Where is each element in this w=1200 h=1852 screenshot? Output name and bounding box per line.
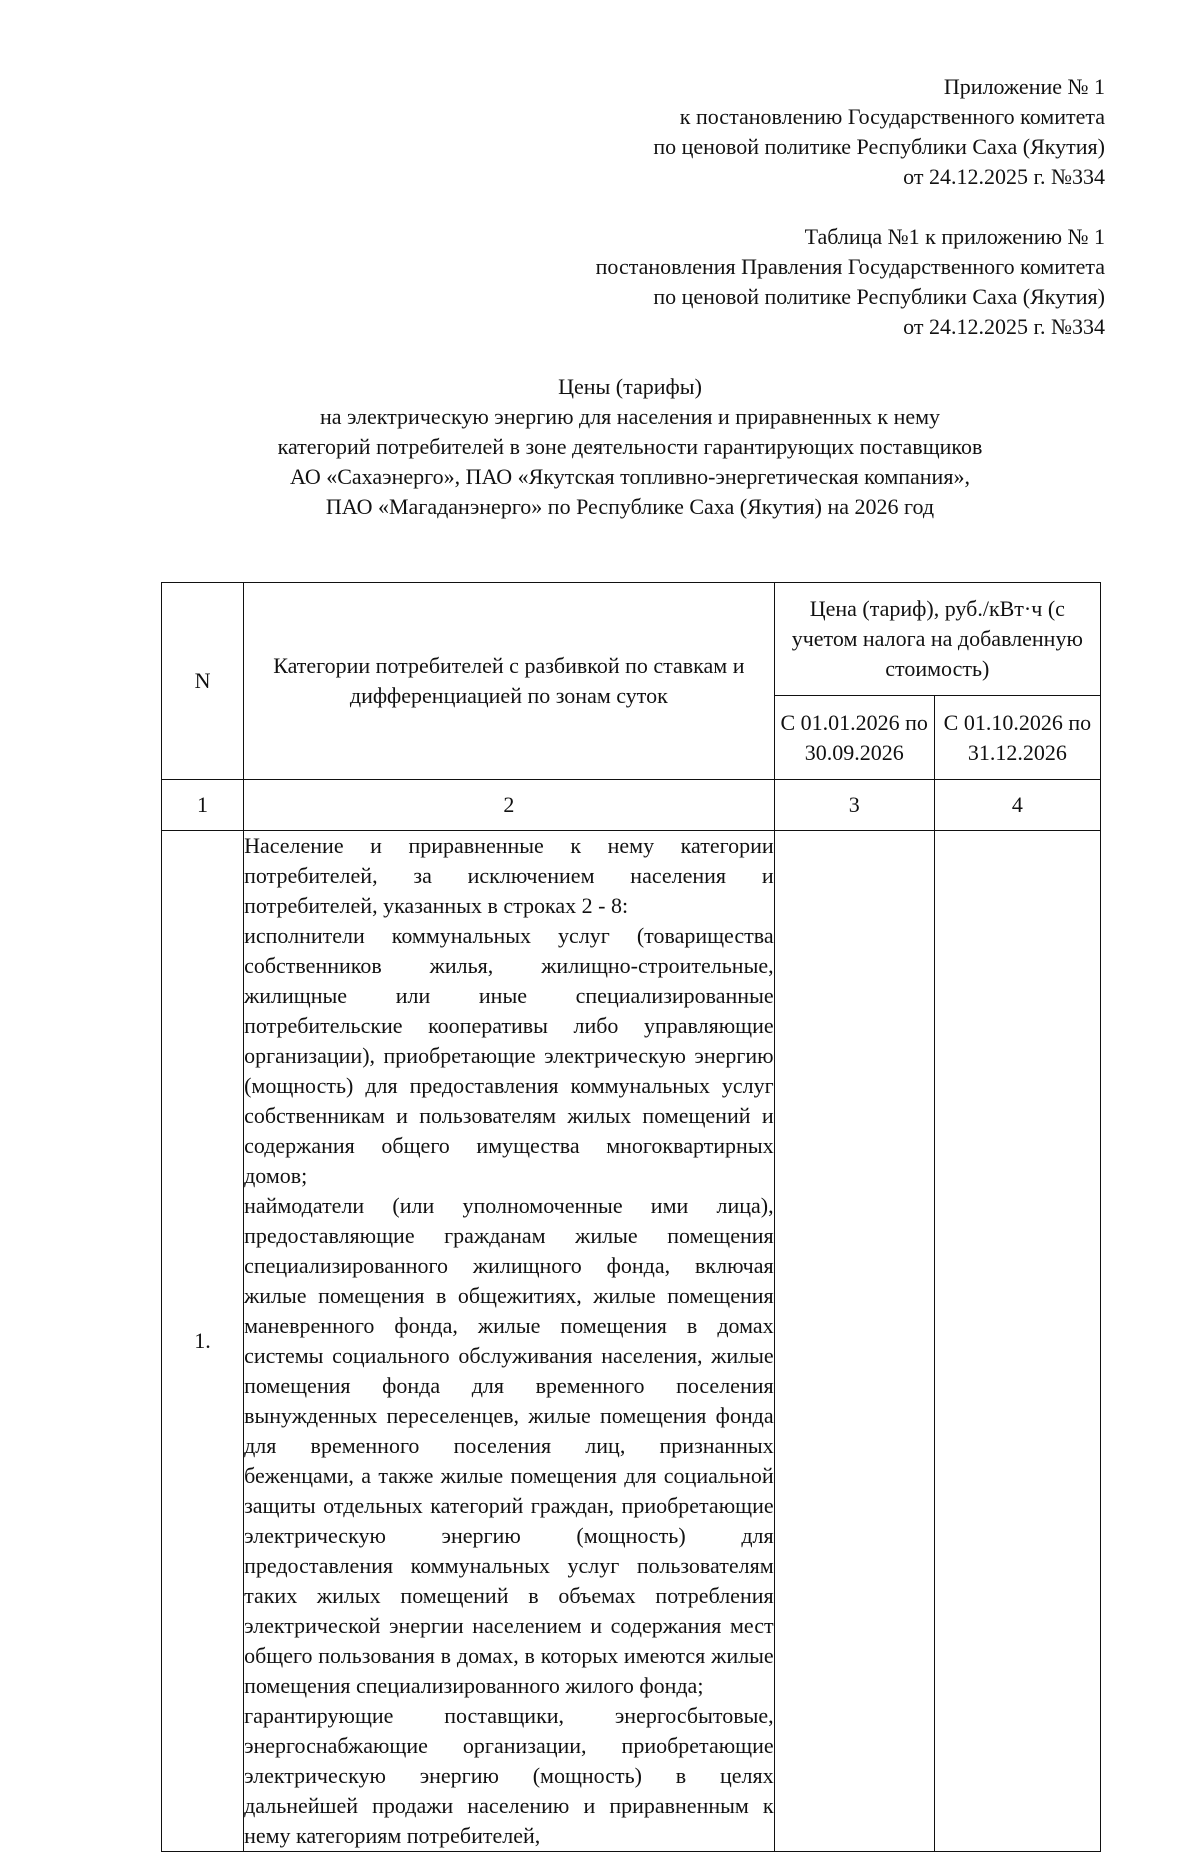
category-paragraph: наймодатели (или уполномоченные ими лица), предоставляющие гражданам жилые помещения специализированного жилищного фонда, включая жилые помещения в общежитиях, жилые помещения маневренного фонда, жилые помещения в домах системы социального обслуживания населения, жилые помещения фонда для временного поселения вынужденных переселенцев, жилые помещения фонда для временного поселения лиц, признанных беженцами, а также жилые помещения для социальной защиты отдельных категорий граждан, приобретающие электрическую энергию (мощность) для предоставления коммунальных услуг пользователям таких жилых помещений в объемах потребления электрической энергии населением и содержания мест общего пользования в домах, в которых имеются жилые помещения специализированного жилого фонда;: [244, 1193, 774, 1698]
header-period-2: С 01.10.2026 по 31.12.2026: [934, 696, 1100, 780]
appendix-line: Приложение № 1: [943, 74, 1105, 99]
appendix-header: [653, 72, 1105, 192]
category-paragraph: гарантирующие поставщики, энергосбытовые, энергоснабжающие организации, приобретающие электрическую энергию (мощность) в целях дальнейшей продажи населению и приравненным к нему категориям потребителей,: [244, 1703, 774, 1848]
tariff-table: [161, 582, 1101, 1852]
row-number: 1.: [162, 831, 244, 1852]
appendix-line: постановления Правления Государственного комитета: [595, 254, 1105, 279]
title-line: ПАО «Магаданэнерго» по Республике Саха (Якутия) на 2026 год: [325, 494, 935, 519]
title-line: Цены (тарифы): [558, 374, 702, 399]
category-paragraph: исполнители коммунальных услуг (товарищества собственников жилья, жилищно-строительные, жилищные или иные специализированные потребительские кооперативы либо управляющие организации), приобретающие электрическую энергию (мощность) для предоставления коммунальных услуг собственникам и пользователям жилых помещений и содержания общего имущества многоквартирных домов;: [244, 923, 774, 1188]
header-price: Цена (тариф), руб./кВт·ч (с учетом налога на добавленную стоимость): [774, 583, 1100, 696]
row-price-period-2: [934, 831, 1100, 1852]
header-period-1: С 01.01.2026 по 30.09.2026: [774, 696, 934, 780]
row-category-text: [244, 831, 775, 1852]
document-title: [160, 372, 1100, 522]
table-index-row: [162, 780, 1101, 831]
title-line: АО «Сахаэнерго», ПАО «Якутская топливно-энергетическая компания»,: [290, 464, 970, 489]
appendix-date-line: от 24.12.2025 г. №334: [903, 314, 1105, 339]
appendix-line: к постановлению Государственного комитета: [679, 104, 1105, 129]
table-row: [162, 831, 1101, 1852]
table-header-row: [162, 583, 1101, 696]
row-price-period-1: [774, 831, 934, 1852]
appendix-date-line: от 24.12.2025 г. №334: [903, 164, 1105, 189]
index-cell: 3: [774, 780, 934, 831]
title-line: категорий потребителей в зоне деятельности гарантирующих поставщиков: [277, 434, 983, 459]
appendix-line: по ценовой политике Республики Саха (Якутия): [653, 134, 1105, 159]
index-cell: 1: [162, 780, 244, 831]
appendix-line: Таблица №1 к приложению № 1: [804, 224, 1105, 249]
header-category: Категории потребителей с разбивкой по ставкам и дифференциацией по зонам суток: [244, 583, 775, 780]
table-appendix-header: [596, 222, 1105, 342]
appendix-line: по ценовой политике Республики Саха (Якутия): [653, 284, 1105, 309]
title-line: на электрическую энергию для населения и приравненных к нему: [319, 404, 941, 429]
index-cell: 4: [934, 780, 1100, 831]
header-number: N: [162, 583, 244, 780]
category-paragraph: Население и приравненные к нему категории потребителей, за исключением населения и потребителей, указанных в строках 2 - 8:: [244, 833, 774, 918]
index-cell: 2: [244, 780, 775, 831]
